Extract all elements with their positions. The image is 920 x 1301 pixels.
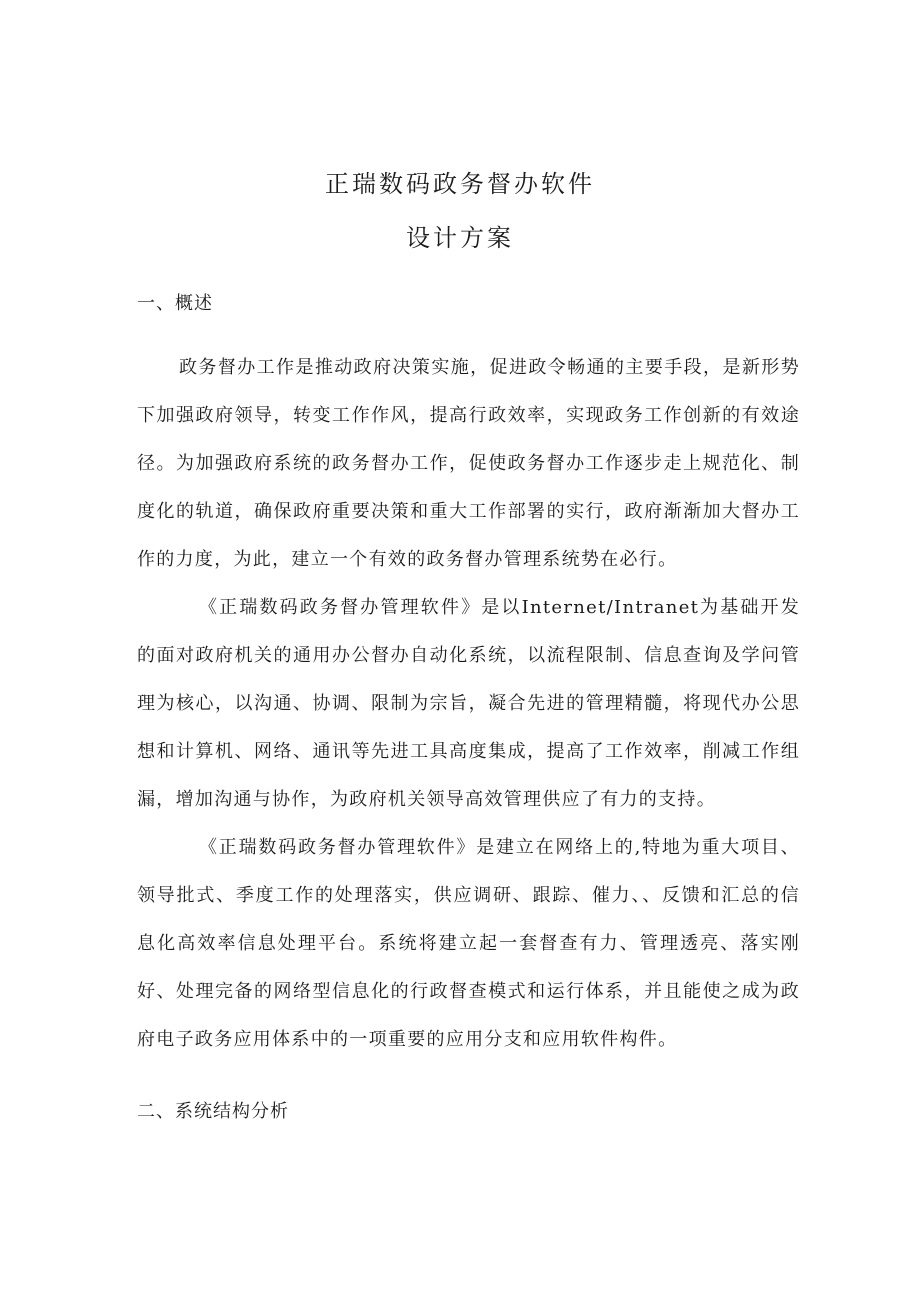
paragraph-overview-3: 《正瑞数码政务督办管理软件》是建立在网络上的,特地为重大项目、领导批式、季度工作的处理落实，供应调研、跟踪、催力、、反馈和汇总的信息化高效率信息处理平台。系统将建立起一套督查有力、管理透亮、落实刚好、处理完备的网络型信息化的行政督查模式和运行体系，并且能使之成为政府电子政务应用体系中的一项重要的应用分支和应用软件构件。 <box>137 837 800 1050</box>
document-title: 正瑞数码政务督办软件 <box>325 170 595 198</box>
document-subtitle: 设计方案 <box>406 224 514 252</box>
paragraph-overview-1: 政务督办工作是推动政府决策实施，促进政令畅通的主要手段，是新形势下加强政府领导，转变工作作风，提高行政效率，实现政务工作创新的有效途径。为加强政府系统的政务督办工作，促使政务督办工作逐步走上规范化、制度化的轨道，确保政府重要决策和重大工作部署的实行，政府渐渐加大督办工作的力度，为此，建立一个有效的政务督办管理系统势在必行。 <box>137 357 800 570</box>
section-heading-structure: 二、系统结构分析 <box>137 1101 289 1122</box>
paragraph-overview-2: 《正瑞数码政务督办管理软件》是以Internet/Intranet为基础开发的面对政府机关的通用办公督办自动化系统，以流程限制、信息查询及学问管理为核心，以沟通、协调、限制为宗旨，凝合先进的管理精髓，将现代办公思想和计算机、网络、通讯等先进工具高度集成，提高了工作效率，削减工作组漏，增加沟通与协作，为政府机关领导高效管理供应了有力的支持。 <box>137 597 800 810</box>
section-heading-overview: 一、概述 <box>137 293 213 314</box>
